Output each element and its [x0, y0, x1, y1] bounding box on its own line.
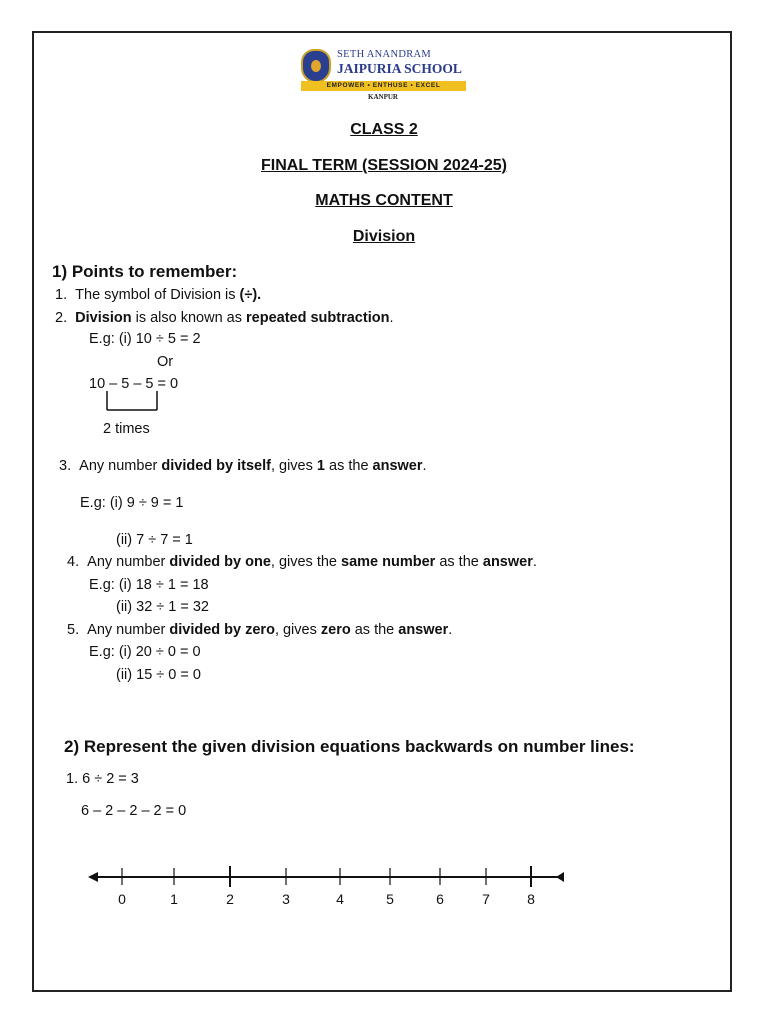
- tick-label-0: 0: [118, 891, 126, 907]
- right-arrow-icon: [556, 872, 564, 882]
- point-5-text-4: .: [448, 622, 453, 638]
- point-3-text-4: .: [422, 458, 427, 474]
- number-line-labels: [118, 891, 535, 907]
- logo-line-2: JAIPURIA SCHOOL: [337, 61, 462, 76]
- point-3-num: 3.: [59, 458, 72, 474]
- point-5-num: 5.: [67, 622, 80, 638]
- point-3-bold-2: 1: [316, 458, 325, 474]
- section-2-title: 2) Represent the given division equations backwards on number lines:: [64, 737, 635, 756]
- point-2-example-1: E.g: (i) 10 ÷ 5 = 2: [89, 331, 201, 347]
- point-1: [55, 287, 261, 303]
- school-crest-icon: [301, 49, 331, 83]
- question-1-working: 6 – 2 – 2 – 2 = 0: [81, 803, 187, 819]
- logo-city: KANPUR: [368, 93, 398, 101]
- point-4-bold-3: answer: [482, 554, 533, 570]
- tick-label-5: 5: [386, 891, 394, 907]
- logo-line-1: SETH ANANDRAM: [337, 49, 432, 60]
- question-1: 1. 6 ÷ 2 = 3: [66, 771, 139, 787]
- point-3-text-2: , gives: [270, 458, 317, 474]
- tick-label-3: 3: [282, 891, 290, 907]
- point-4-text-3: as the: [435, 554, 483, 570]
- point-2-num: 2.: [55, 310, 68, 326]
- point-3: [59, 458, 427, 474]
- point-5-bold-3: answer: [398, 622, 449, 638]
- point-5-text-1: Any number: [87, 622, 170, 638]
- point-5: [67, 622, 452, 638]
- page-border: [32, 31, 732, 992]
- times-label: 2 times: [103, 421, 150, 437]
- topic-heading: Division: [352, 228, 416, 245]
- point-1-num: 1.: [55, 287, 68, 303]
- point-3-bold-3: answer: [372, 458, 423, 474]
- point-2-bold-1: Division: [75, 310, 132, 326]
- point-2-or: Or: [157, 354, 174, 370]
- point-5-example-1: E.g: (i) 20 ÷ 0 = 0: [89, 644, 201, 660]
- point-4-text-2: , gives the: [270, 554, 342, 570]
- point-3-example-1: E.g: (i) 9 ÷ 9 = 1: [80, 495, 184, 511]
- division-symbol: (÷).: [239, 287, 262, 303]
- section-1-title: 1) Points to remember:: [52, 262, 238, 281]
- point-1-text: The symbol of Division is: [75, 287, 240, 303]
- term-heading: FINAL TERM (SESSION 2024-25): [261, 157, 507, 174]
- point-2: [55, 310, 393, 326]
- number-line: [80, 860, 580, 910]
- point-5-example-2: (ii) 15 ÷ 0 = 0: [116, 667, 201, 683]
- point-4-bold-2: same number: [341, 554, 436, 570]
- repeated-subtraction-bracket: [100, 388, 164, 414]
- subject-heading: MATHS CONTENT: [315, 192, 453, 209]
- point-5-bold-1: divided by zero: [169, 622, 275, 638]
- point-2-example-2: 10 – 5 – 5 = 0: [89, 376, 179, 392]
- school-logo: [293, 43, 473, 107]
- point-4-example-2: (ii) 32 ÷ 1 = 32: [116, 599, 209, 615]
- point-3-bold-1: divided by itself: [161, 458, 271, 474]
- tick-label-6: 6: [436, 891, 444, 907]
- point-4-example-1: E.g: (i) 18 ÷ 1 = 18: [89, 577, 209, 593]
- point-4-num: 4.: [67, 554, 80, 570]
- point-4: [67, 554, 537, 570]
- point-3-text-3: as the: [324, 458, 373, 474]
- point-4-text-1: Any number: [87, 554, 170, 570]
- logo-motto: EMPOWER • ENTHUSE • EXCEL: [326, 82, 441, 89]
- point-4-bold-1: divided by one: [169, 554, 271, 570]
- tick-label-8: 8: [527, 891, 535, 907]
- tick-label-7: 7: [482, 891, 490, 907]
- point-5-text-3: as the: [350, 622, 399, 638]
- class-heading: CLASS 2: [350, 121, 418, 138]
- point-3-example-2: (ii) 7 ÷ 7 = 1: [116, 532, 193, 548]
- point-2-text-1: is also known as: [131, 310, 247, 326]
- point-5-text-2: , gives: [274, 622, 321, 638]
- point-5-bold-2: zero: [320, 622, 351, 638]
- point-3-text-1: Any number: [79, 458, 162, 474]
- point-2-bold-2: repeated subtraction: [246, 310, 390, 326]
- point-2-text-2: .: [389, 310, 394, 326]
- tick-label-2: 2: [226, 891, 234, 907]
- tick-label-4: 4: [336, 891, 344, 907]
- point-4-text-4: .: [532, 554, 537, 570]
- tick-label-1: 1: [170, 891, 178, 907]
- left-arrow-icon: [88, 872, 98, 882]
